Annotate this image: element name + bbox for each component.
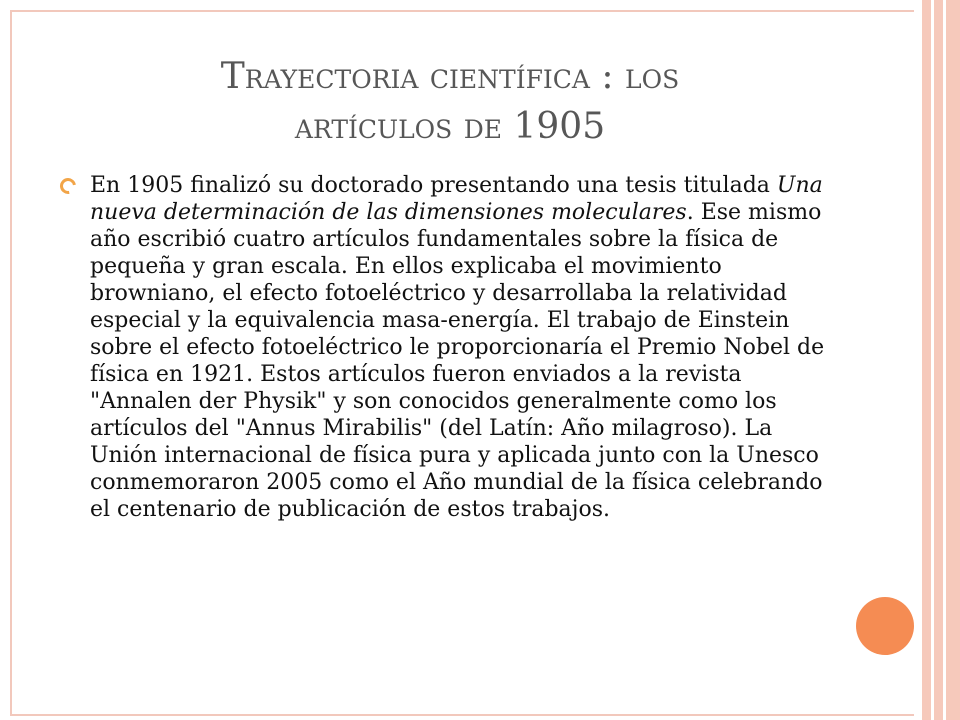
bullet-icon (57, 175, 79, 197)
slide-title (60, 52, 840, 152)
side-stripes (922, 0, 960, 720)
thesis-title: Una nueva determinación de las dimensiones moleculares (90, 173, 823, 225)
bullet-paragraph (90, 172, 830, 523)
stripe (934, 0, 943, 720)
slide-body (60, 172, 830, 523)
stripe (946, 0, 960, 720)
decorative-circle (856, 597, 914, 655)
title-line-1: Trayectoria científica : los (220, 56, 680, 97)
paragraph-text-1: En 1905 finalizó su doctorado presentando una tesis titulada (90, 173, 777, 198)
paragraph-text-2: . Ese mismo año escribió cuatro artículos fundamentales sobre la física de pequeña y gran escala. En ellos explicaba el movimiento browniano, el efecto fotoeléctrico y desarrollaba la relatividad especial y la equivalencia masa-energía. El trabajo de Einstein sobre el efecto fotoeléctrico le proporcionaría el Premio Nobel de física en 1921. Estos artículos fueron enviados a la revista "Annalen der Physik" y son conocidos generalmente como los artículos del "Annus Mirabilis" (del Latín: Año milagroso). La Unión internacional de física pura y aplicada junto con la Unesco conmemoraron 2005 como el Año mundial de la física celebrando el centenario de publicación de estos trabajos. (90, 200, 825, 522)
stripe (922, 0, 931, 720)
title-line-2: artículos de 1905 (294, 106, 606, 147)
